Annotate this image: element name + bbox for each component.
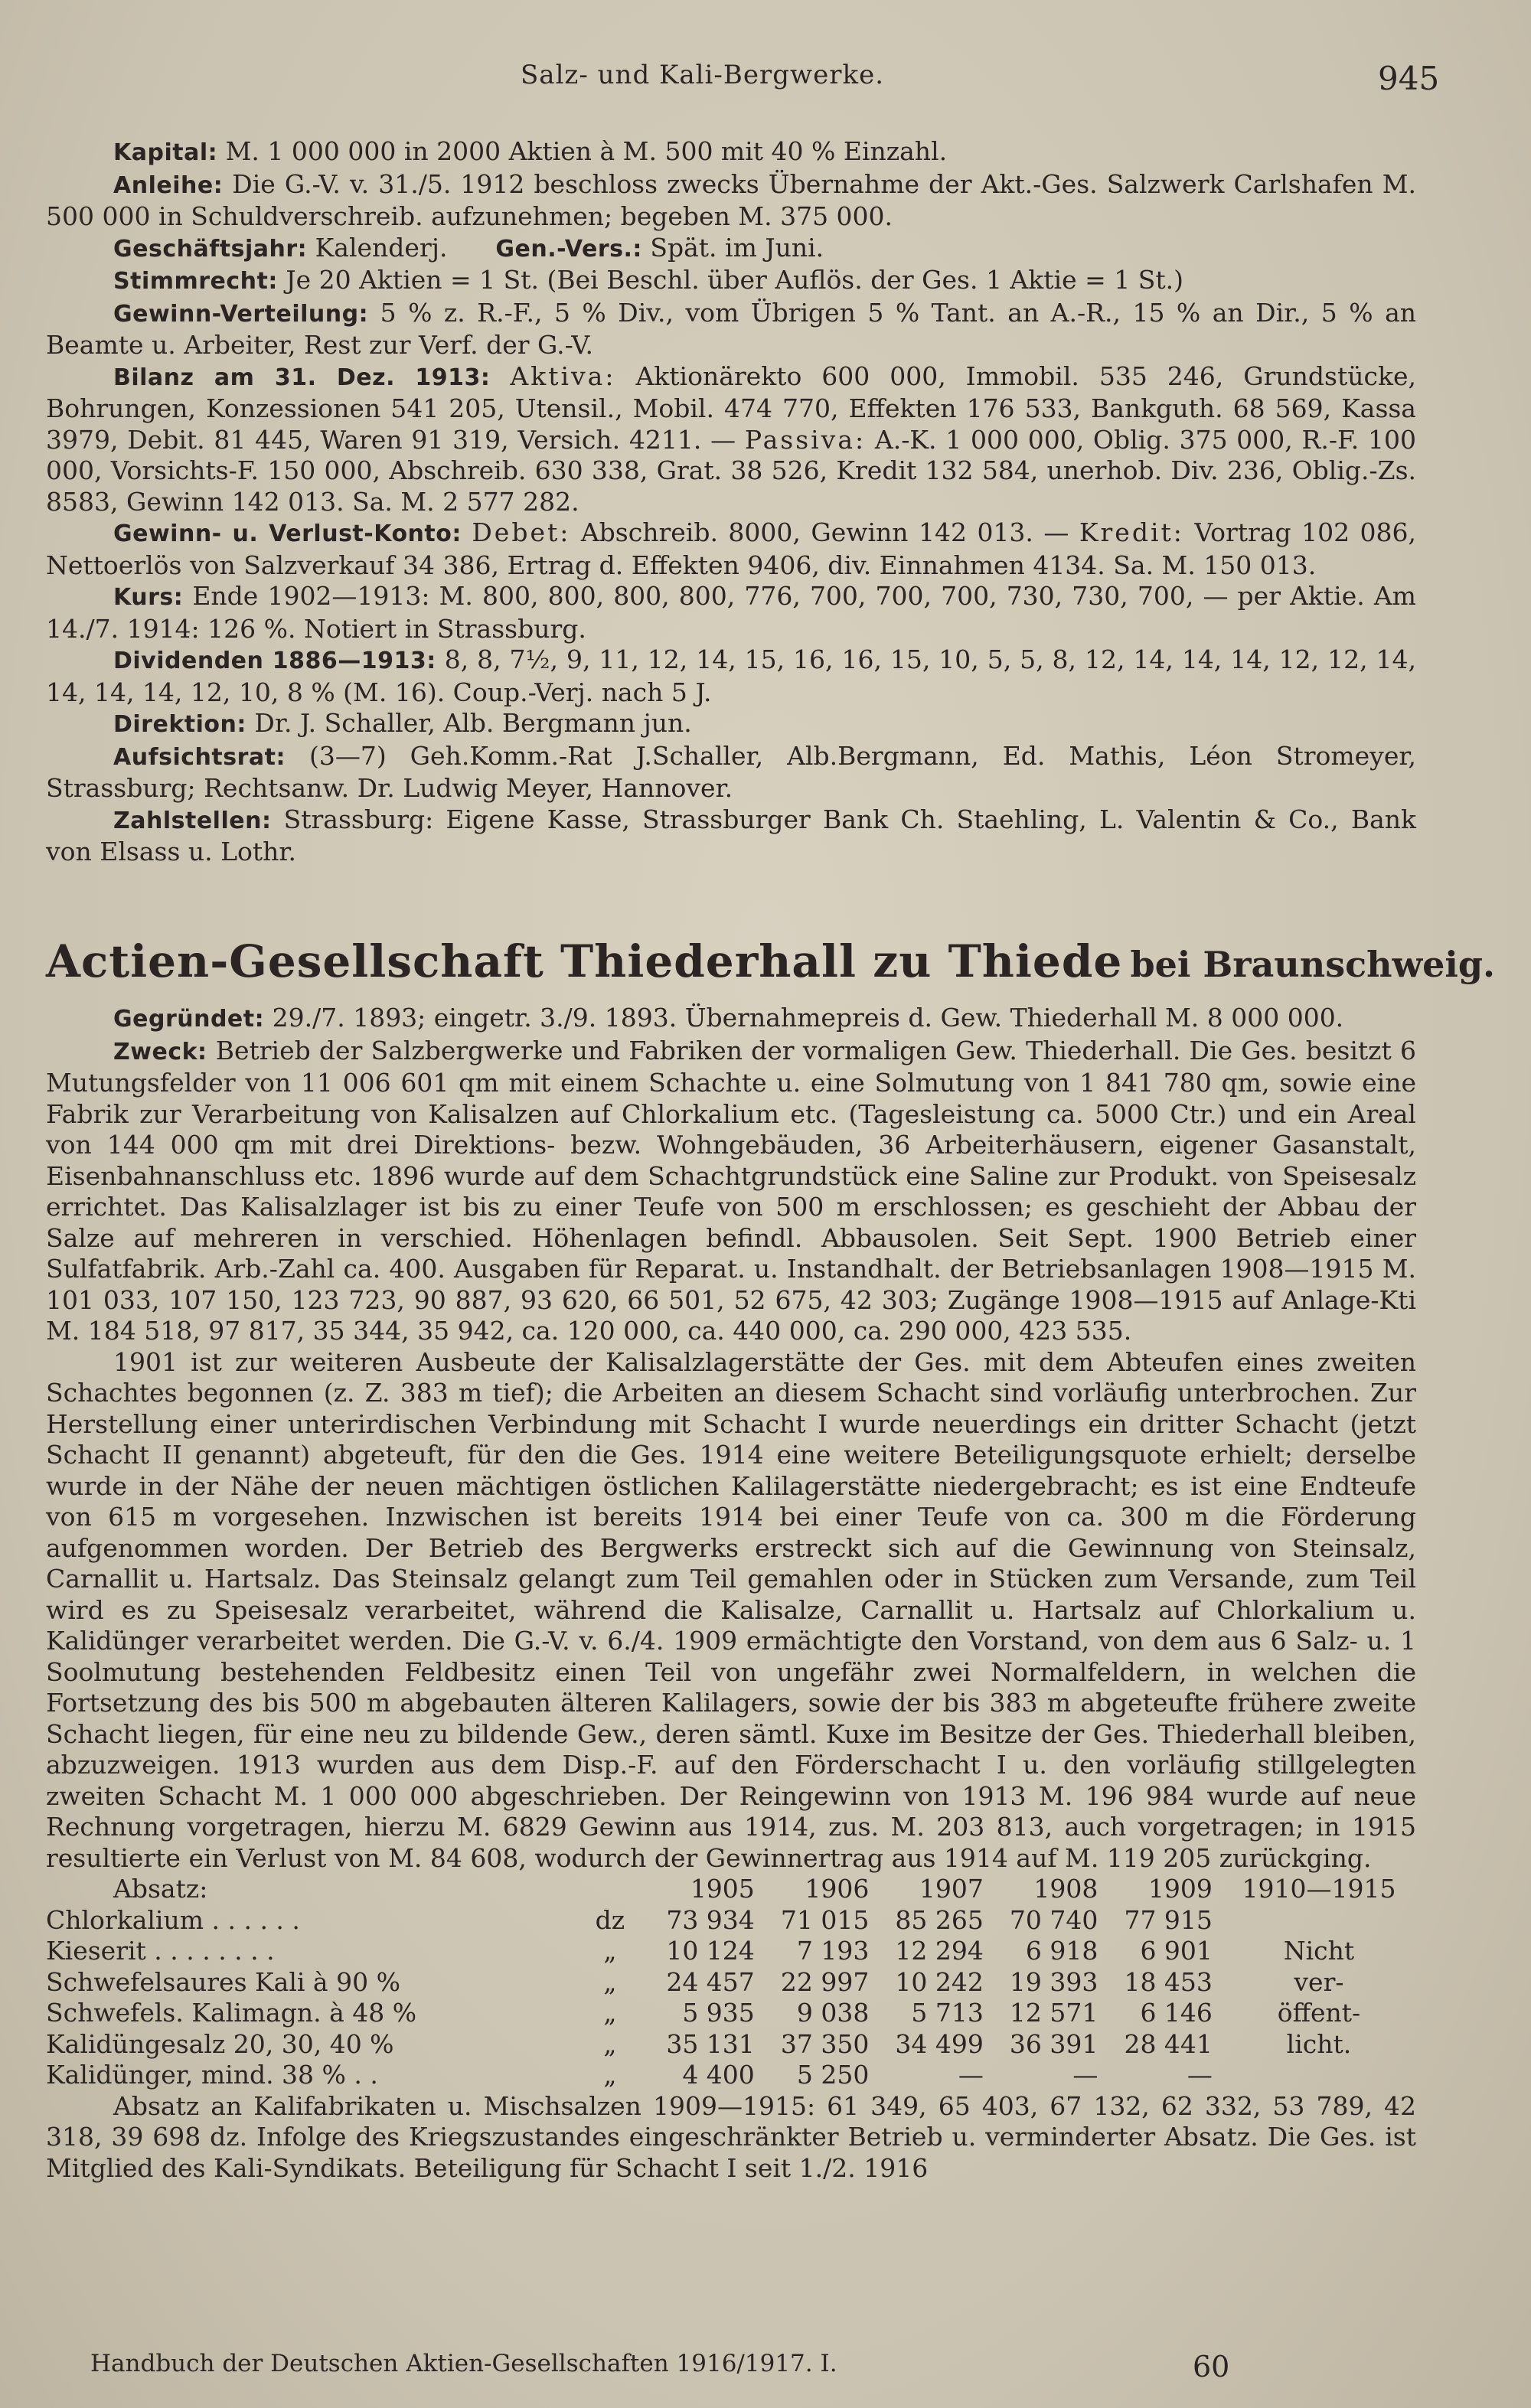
table-row: Kalidüngesalz 20, 30, 40 % „ 35 131 37 350 34 499 36 391 28 441 licht. <box>46 2028 1352 2059</box>
entry-direktion: Direktion: Dr. J. Schaller, Alb. Bergmann jun. <box>113 708 692 738</box>
entry-gewinn-verteilung: Gewinn-Verteilung: 5 % z. R.-F., 5 % Div., vom Übrigen 5 % Tant. an A.-R., 15 % an Dir., 5 % an Beamte u. Arbeiter, Rest zur Verf. der G.-V. <box>46 297 1416 360</box>
footer-signature: 60 <box>1193 2350 1230 2384</box>
year-1905: 1905 <box>690 1874 755 1904</box>
year-1908: 1908 <box>1033 1874 1098 1904</box>
entry-anleihe: Anleihe: Die G.-V. v. 31./5. 1912 beschloss zwecks Übernahme der Akt.-Ges. Salzwerk Carlshafen M. 500 000 in Schuldverschreib. aufzunehmen; begeben M. 375 000. <box>46 168 1416 231</box>
entry-history-paragraph: 1901 ist zur weiteren Ausbeute der Kalisalzlagerstätte der Ges. mit dem Abteufen eines zweiten Schachtes begonnen (z. Z. 383 m tief); die Arbeiten an diesem Schacht sind vorläufig unterbrochen. Zur Herstellung einer unterirdischen Verbindung mit Schacht I wurde neuerdings ein dritter Schacht (jetzt Schacht II genannt) abgeteuft, für den die Ges. 1914 eine weitere Beteiligungsquote erhielt; derselbe wurde in der Nähe der neuen mächtigen östlichen Kalilagerstätte niedergebracht; es ist eine Endteufe von 615 m vorgesehen. Inzwischen ist bereits 1914 bei einer Teufe von ca. 300 m die Förderung aufgenommen worden. Der Betrieb des Bergwerks erstreckt sich auf die Gewinnung von Steinsalz, Carnallit u. Hartsalz. Das Steinsalz gelangt zum Teil gemahlen oder in Stücken zum Versande, zum Teil wird es zu Speisesalz verarbeitet, während die Kalisalze, Carnallit u. Hartsalz auf Chlorkalium u. Kalidünger verarbeitet werden. Die G.-V. v. 6./4. 1909 ermächtigte den Vorstand, von dem aus 6 Salz- u. 1 Soolmutung bestehenden Feldbesitz einen Teil von ungefähr zwei Normalfeldern, in welchen die Fortsetzung des bis 500 m abgebauten älteren Kalilagers, sowie der bis 383 m abgeteufte frühere zweite Schacht liegen, für eine neu zu bildende Gew., deren sämtl. Kuxe im Besitze der Ges. Thiederhall bleiben, abzuzweigen. 1913 wurden aus dem Disp.-F. auf den Förderschacht I u. den vorläufig stillgelegten zweiten Schacht M. 1 000 000 abgeschrieben. Der Reingewinn von 1913 M. 196 984 wurde auf neue Rechnung vorgetragen, hierzu M. 6829 Gewinn aus 1914, zus. M. 203 813, auch vorgetragen; in 1915 resultierte ein Verlust von M. 84 608, wodurch der Gewinnertrag aus 1914 auf M. 119 205 zurückging. <box>46 1346 1416 1873</box>
entry-zahlstellen: Zahlstellen: Strassburg: Eigene Kasse, Strassburger Bank Ch. Staehling, L. Valentin & Co., Bank von Elsass u. Lothr. <box>46 804 1417 866</box>
header-title: Salz- und Kali-Bergwerke. <box>521 60 885 90</box>
entry-gegruendet: Gegründet: 29./7. 1893; eingetr. 3./9. 1893. Übernahmepreis d. Gew. Thiederhall M. 8 000 000. <box>113 1003 1344 1033</box>
company-name: Actien-Gesellschaft Thiederhall zu Thiede <box>46 935 1123 987</box>
section-salzwerk-details <box>46 136 1416 868</box>
entry-aufsichtsrat: Aufsichtsrat: (3—7) Geh.Komm.-Rat J.Schaller, Alb.Bergmann, Ed. Mathis, Léon Stromeyer, Strassburg; Rechtsanw. Dr. Ludwig Meyer, Hannover. <box>46 740 1416 803</box>
entry-geschaeftsjahr: Geschäftsjahr: Kalenderj. Gen.-Vers.: Spät. im Juni. <box>113 232 824 263</box>
entry-zweck: Zweck: Betrieb der Salzbergwerke und Fabriken der vormaligen Gew. Thiederhall. Die Ges. besitzt 6 Mutungsfelder von 11 006 601 qm mit einem Schachte u. eine Solmutung von 1 841 780 qm, sowie eine Fabrik zur Verarbeitung von Kalisalzen auf Chlorkalium etc. (Tagesleistung ca. 5000 Ctr.) und ein Areal von 144 000 qm mit drei Direktions- bezw. Wohngebäuden, 36 Arbeiterhäusern, eigener Gasanstalt, Eisenbahnanschluss etc. 1896 wurde auf dem Schachtgrundstück eine Saline zur Produkt. von Speisesalz errichtet. Das Kalisalzlager ist bis zu einer Teufe von 500 m erschlossen; es geschieht der Abbau der Salze auf mehreren in verschied. Höhenlagen befindl. Abbausolen. Seit Sept. 1900 Betrieb einer Sulfatfabrik. Arb.-Zahl ca. 400. Ausgaben für Reparat. u. Instandhalt. der Betriebsanlagen 1908—1915 M. 101 033, 107 150, 123 723, 90 887, 93 620, 66 501, 52 675, 42 303; Zugänge 1908—1915 auf Anlage-Kti M. 184 518, 97 817, 35 344, 35 942, ca. 120 000, ca. 440 000, ca. 290 000, 423 535. <box>46 1035 1416 1346</box>
entry-bilanz: Bilanz am 31. Dez. 1913: Aktiva: Aktionärekto 600 000, Immobil. 535 246, Grundstücke, Bohrungen, Konzessionen 541 205, Utensil., Mobil. 474 770, Effekten 176 533, Bankguth. 68 569, Kassa 3979, Debit. 81 445, Waren 91 319, Versich. 4211. — Passiva: A.-K. 1 000 000, Oblig. 375 000, R.-F. 100 000, Vorsichts-F. 150 000, Abschreib. 630 338, Grat. 38 526, Kredit 132 584, unerhob. Div. 236, Oblig.-Zs. 8583, Gewinn 142 013. Sa. M. 2 577 282. <box>46 361 1416 517</box>
absatz-title: Absatz: <box>113 1874 208 1904</box>
section-thiederhall <box>46 1003 1416 2184</box>
year-1909: 1909 <box>1147 1874 1213 1904</box>
absatz-table <box>46 1874 1416 2091</box>
year-1906: 1906 <box>805 1874 870 1904</box>
year-1910-1915: 1910—1915 <box>1242 1874 1396 1904</box>
table-row: Chlorkalium . . . . . . dz 73 934 71 015 85 265 70 740 77 915 <box>46 1904 1213 1935</box>
table-row: Schwefels. Kalimagn. à 48 % „ 5 935 9 038 5 713 12 571 6 146 öffent- <box>46 1998 1361 2028</box>
table-row: Kalidünger, mind. 38 % . . „ 4 400 5 250 — — — <box>46 2060 1213 2090</box>
footer-source: Handbuch der Deutschen Aktien-Gesellschaften 1916/1917. I. <box>90 2350 837 2377</box>
entry-kurs: Kurs: Ende 1902—1913: M. 800, 800, 800, 800, 776, 700, 700, 700, 730, 730, 700, — per Aktie. Am 14./7. 1914: 126 %. Notiert in Strassburg. <box>46 581 1416 644</box>
entry-gewinn-verlust-konto: Gewinn- u. Verlust-Konto: Debet: Abschreib. 8000, Gewinn 142 013. — Kredit: Vortrag 102 086, Nettoerlös von Salzverkauf 34 386, Ertrag d. Effekten 9406, div. Einnahmen 4134. Sa. M. 150 013. <box>46 517 1417 580</box>
absatz-header-row <box>46 1874 1416 1905</box>
company-location: bei Braunschweig. <box>1130 944 1496 985</box>
company-heading <box>46 935 1496 987</box>
table-row: Kieserit . . . . . . . . „ 10 124 7 193 12 294 6 918 6 901 Nicht <box>46 1936 1355 1966</box>
entry-kapital: Kapital: M. 1 000 000 in 2000 Aktien à M. 500 mit 40 % Einzahl. <box>113 136 948 166</box>
closing-paragraph: Absatz an Kalifabrikaten u. Mischsalzen 1909—1915: 61 349, 65 403, 67 132, 62 332, 53 789, 42 318, 39 698 dz. Infolge des Kriegszustandes eingeschränkter Betrieb u. verminderter Absatz. Die Ges. ist Mitglied des Kali-Syndikats. Beteiligung für Schacht I seit 1./2. 1916 <box>46 2090 1416 2183</box>
page-number: 945 <box>1378 60 1440 97</box>
year-1907: 1907 <box>919 1874 984 1904</box>
entry-stimmrecht: Stimmrecht: Je 20 Aktien = 1 St. (Bei Beschl. über Auflös. der Ges. 1 Aktie = 1 St.) <box>113 265 1183 295</box>
running-header <box>0 54 1531 100</box>
entry-dividenden: Dividenden 1886—1913: 8, 8, 7½, 9, 11, 12, 14, 15, 16, 16, 15, 10, 5, 5, 8, 12, 14, 14, 14, 12, 12, 14, 14, 14, 14, 12, 10, 8 % (M. 16). Coup.-Verj. nach 5 J. <box>46 644 1416 707</box>
table-row: Schwefelsaures Kali à 90 % „ 24 457 22 997 10 242 19 393 18 453 ver- <box>46 1966 1344 1997</box>
